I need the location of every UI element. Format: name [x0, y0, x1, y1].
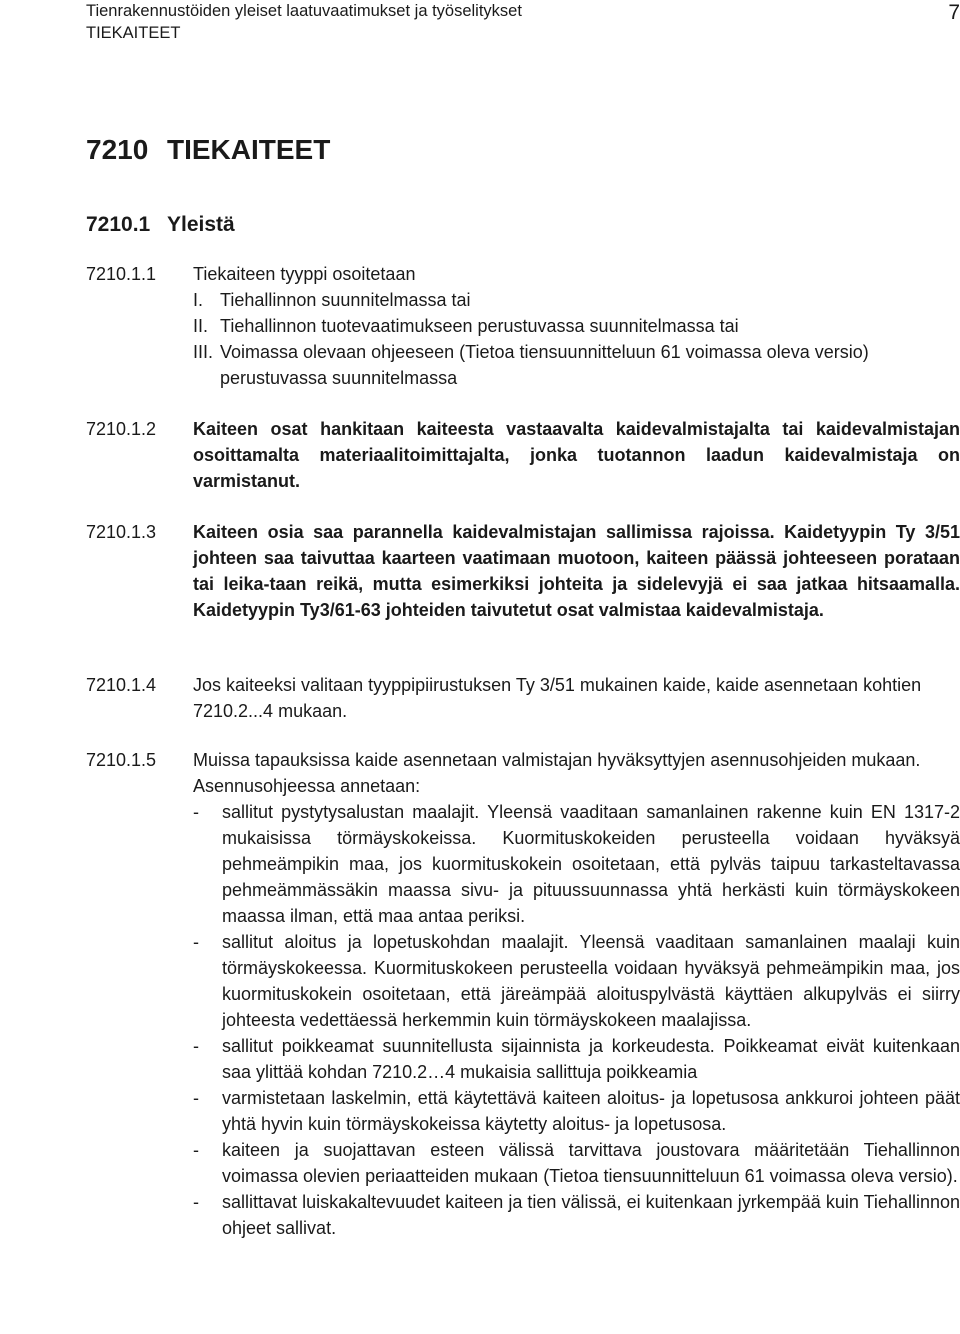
clause-number: 7210.1.3: [86, 522, 157, 542]
section-heading: [86, 133, 330, 167]
list-item: [193, 287, 960, 313]
clause-7210-1-3: [86, 519, 960, 623]
clause-text: Muissa tapauksissa kaide asennetaan valmistajan hyväksyttyjen asennusohjeiden mukaan.: [193, 750, 921, 770]
clause-number: 7210.1.4: [86, 675, 157, 695]
roman-list: [193, 287, 960, 391]
list-item: [193, 313, 960, 339]
subsection-heading: [86, 211, 235, 239]
list-item-text: Tiehallinnon tuotevaatimukseen perustuvassa suunnitelmassa tai: [220, 316, 739, 336]
dash-marker: -: [193, 932, 199, 952]
dash-marker: -: [193, 802, 199, 822]
list-item: [193, 929, 960, 1033]
clause-text: Kaiteen osat hankitaan kaiteesta vastaavalta kaidevalmistajalta tai kaidevalmistajan osoittamalta materiaalitoimittajalta, jonka tuotannon laadun kaidevalmistaja on varmistanut.: [193, 419, 960, 491]
list-item-text: Voimassa olevaan ohjeeseen (Tietoa tiensuunnitteluun 61 voimassa oleva versio) perustuvassa suunnitelmassa: [220, 342, 869, 388]
list-item-text: sallitut aloitus ja lopetuskohdan maalajit. Yleensä vaaditaan samanlainen maalaji kuin törmäyskokeessa. Kuormituskokeen perusteella voidaan hyväksyä pehmeämpikin maa, jos kuormituskokein osoitetaan, että järeämpää aloituspylvästä käyttäen alkupylväs ei siirry johteesta vedettäessä herkemmin kuin törmäyskokeen maalajissa.: [222, 932, 960, 1030]
clause-intro: Tiekaiteen tyyppi osoitetaan: [193, 264, 416, 284]
clause-7210-1-4: [86, 672, 960, 724]
list-item-text: sallitut pystytysalustan maalajit. Yleensä vaaditaan samanlainen rakenne kuin EN 1317-2 mukaisissa törmäyskokeissa. Kuormituskokeiden perusteella voidaan hyväksyä pehmeämpikin maa, jos kuormituskokein osoitetaan, että pylväs taipuu tarkasteltavassa pehmeämmässäkin maassa sivu- ja pituussuunnassa yhtä herkästi kuin törmäyskokeen maassa ilman, että maa antaa periksi.: [222, 802, 960, 926]
running-header: [86, 0, 960, 44]
dash-marker: -: [193, 1036, 199, 1056]
list-item: [193, 1137, 960, 1189]
installation-guide-intro: Asennusohjeessa annetaan:: [193, 776, 421, 796]
dash-marker: -: [193, 1192, 199, 1212]
clause-number: 7210.1.1: [86, 264, 157, 284]
clause-7210-1-5: [86, 747, 960, 1241]
clause-text: Kaiteen osia saa parannella kaidevalmistajan sallimissa rajoissa. Kaidetyypin Ty 3/51 johteen saa taivuttaa kaarteen vaatimaan muotoon, kaiteen päässä johteeseen porataan tai leika-taan reikä, mutta esimerkiksi johteita ja sidelevyjä ei saa jatkaa hitsaamalla. Kaidetyypin Ty3/61-63 johteiden taivutetut osat valmistaa kaidevalmistaja.: [193, 522, 960, 620]
list-item-text: sallittavat luiskakaltevuudet kaiteen ja tien välissä, ei kuitenkaan jyrkempää kuin Tiehallinnon ohjeet sallivat.: [222, 1192, 960, 1238]
list-item-text: Tiehallinnon suunnitelmassa tai: [220, 290, 471, 310]
clause-body: [193, 747, 960, 1241]
list-item: [193, 1085, 960, 1137]
document-title: Tienrakennustöiden yleiset laatuvaatimukset ja työselitykset: [86, 2, 522, 20]
list-marker: I.: [193, 290, 204, 310]
section-number: 7210: [86, 134, 149, 165]
clause-number: 7210.1.2: [86, 419, 157, 439]
list-item-text: varmistetaan laskelmin, että käytettävä kaiteen aloitus- ja lopetusosa ankkuroi johteen päät yhtä hyvin kuin törmäyskokeissa käytetty aloitus- ja lopetusosa.: [222, 1088, 960, 1134]
list-item-text: kaiteen ja suojattavan esteen välissä tarvittava joustovara määritetään Tiehallinnon voimassa olevien periaatteiden mukaan (Tietoa tiensuunnitteluun 61 voimassa oleva versio).: [222, 1140, 960, 1186]
list-item-text: sallitut poikkeamat suunnitellusta sijainnista ja korkeudesta. Poikkeamat eivät kuitenkaan saa ylittää kohdan 7210.2…4 mukaisia sallittuja poikkeamia: [222, 1036, 960, 1082]
list-item: [193, 799, 960, 929]
subsection-number: 7210.1: [86, 213, 151, 236]
dash-marker: -: [193, 1140, 199, 1160]
list-marker: II.: [193, 316, 209, 336]
section-title: TIEKAITEET: [167, 134, 331, 165]
dash-marker: -: [193, 1088, 199, 1108]
document-subtitle: TIEKAITEET: [86, 24, 181, 42]
page-number: 7: [948, 1, 960, 24]
list-item: [193, 1189, 960, 1241]
clause-body: [193, 416, 960, 494]
list-item: [193, 339, 960, 391]
clause-7210-1-1: [86, 261, 960, 391]
clause-body: [193, 519, 960, 623]
clause-body: [193, 261, 960, 391]
clause-body: [193, 672, 960, 724]
list-marker: III.: [193, 342, 214, 362]
subsection-title: Yleistä: [167, 213, 235, 236]
dash-list: [193, 799, 960, 1241]
clause-7210-1-2: [86, 416, 960, 494]
clause-text: Jos kaiteeksi valitaan tyyppipiirustuksen Ty 3/51 mukainen kaide, kaide asennetaan kohtien 7210.2...4 mukaan.: [193, 675, 922, 721]
clause-number: 7210.1.5: [86, 750, 157, 770]
list-item: [193, 1033, 960, 1085]
